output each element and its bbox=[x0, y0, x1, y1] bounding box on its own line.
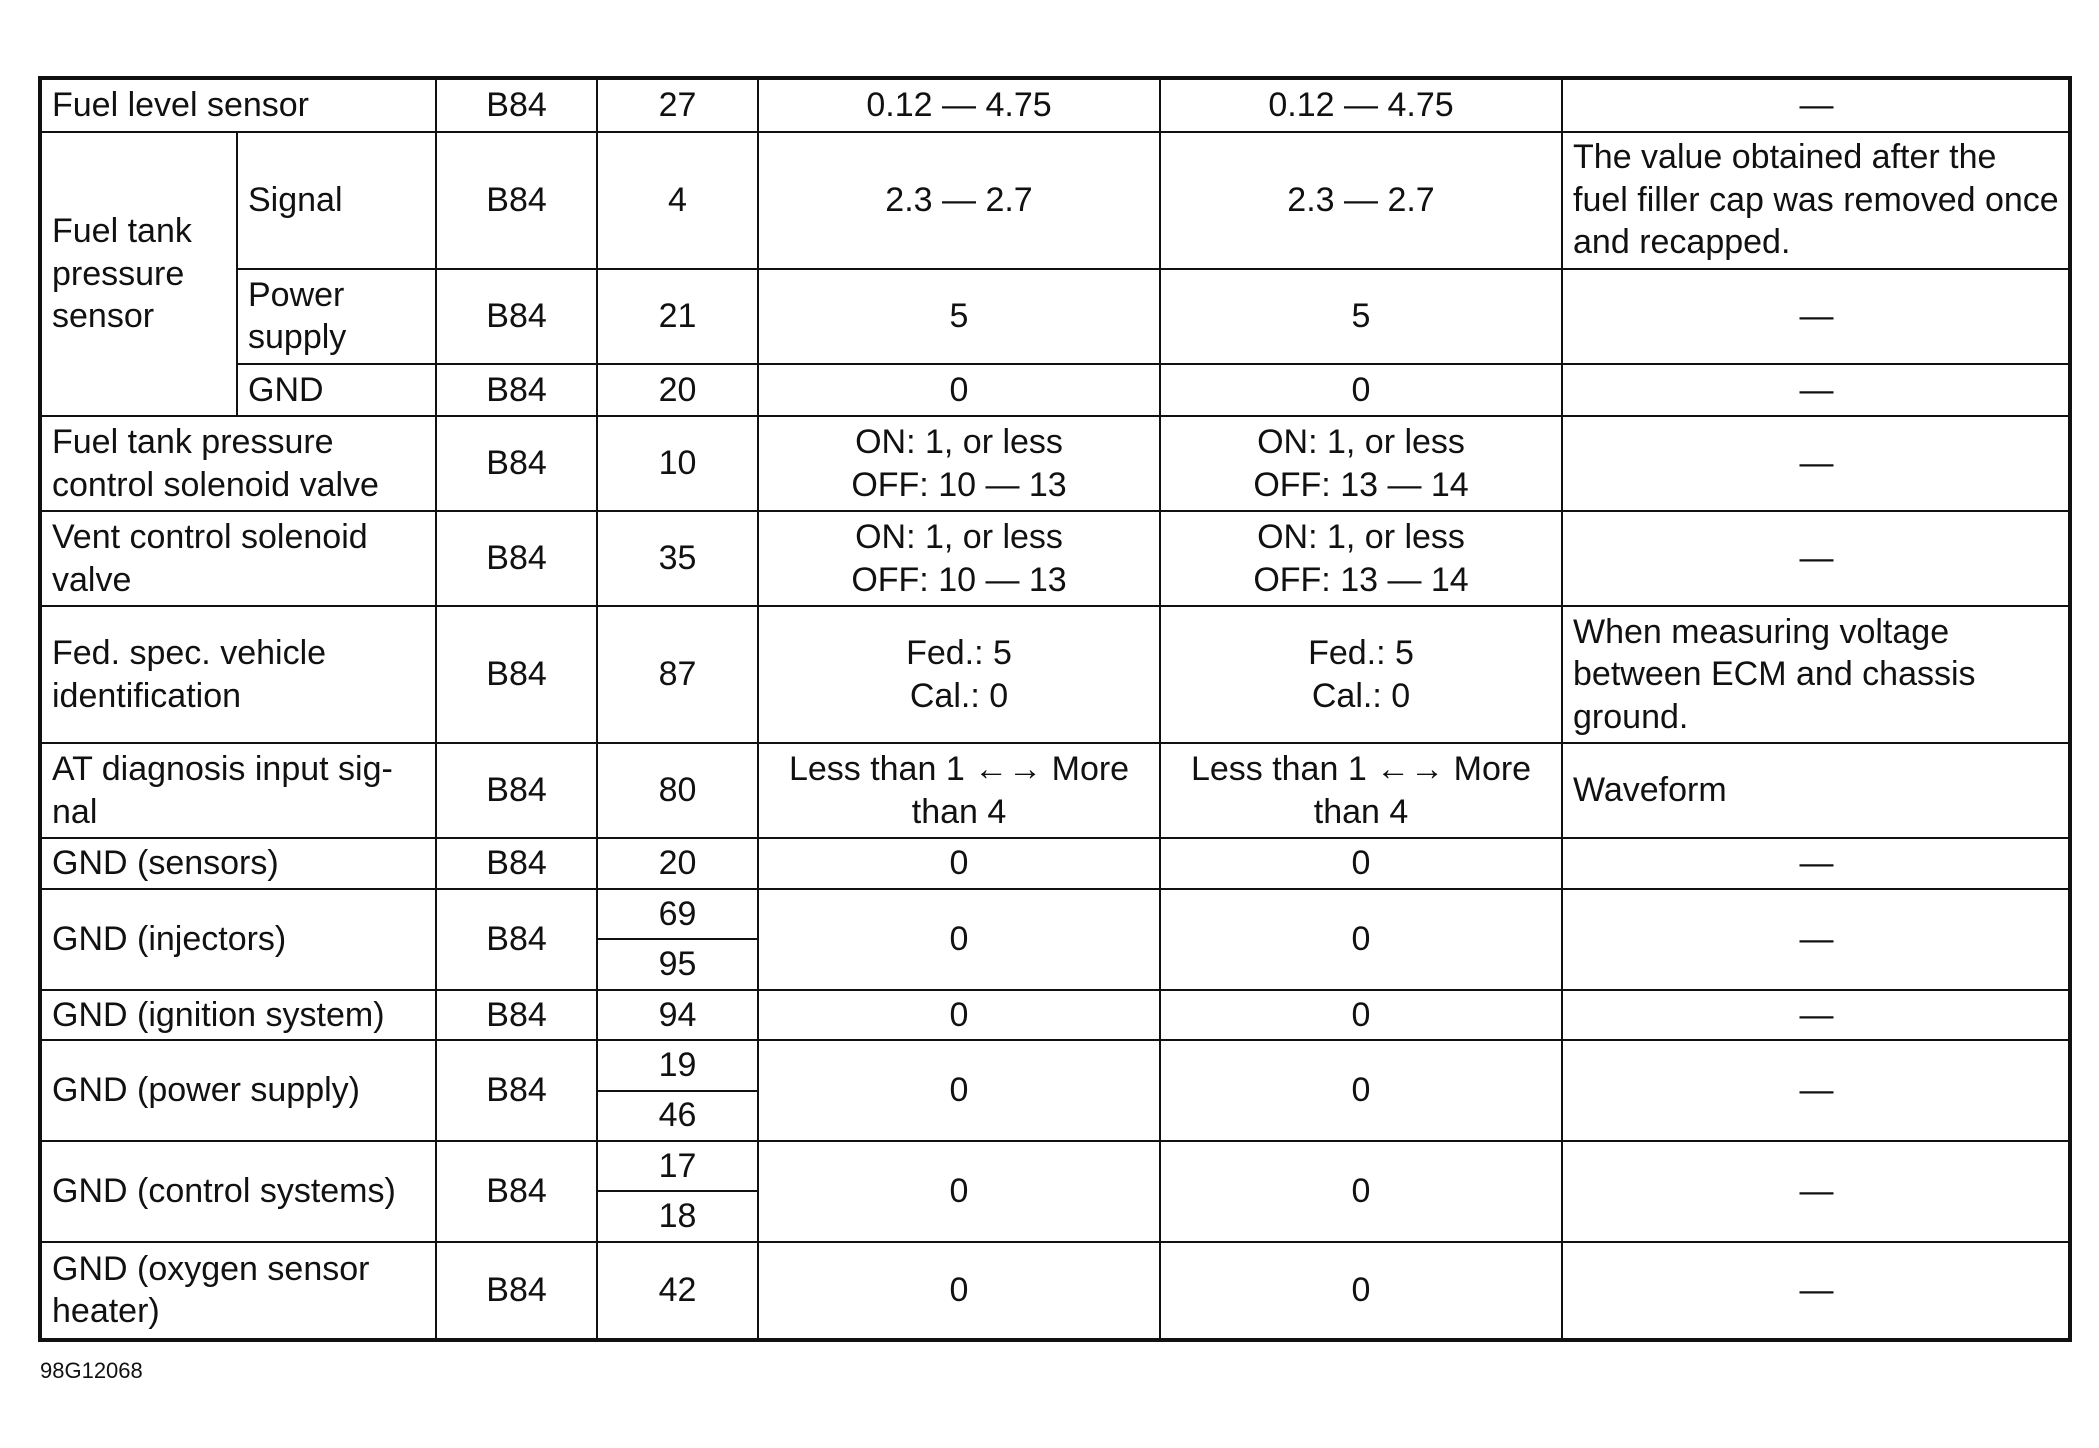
voltage-value: 5 bbox=[1160, 269, 1562, 364]
voltage-value bbox=[1160, 511, 1562, 606]
connector-no: B84 bbox=[436, 990, 597, 1040]
voltage-fed: Fed.: 5 bbox=[906, 634, 1012, 673]
connector-no: B84 bbox=[436, 743, 597, 838]
note: The value obtained after the fuel filler cap was removed once and recapped. bbox=[1562, 132, 2071, 269]
table-row bbox=[41, 1242, 2071, 1339]
voltage-off: OFF: 13 — 14 bbox=[1253, 560, 1469, 599]
terminal-no: 20 bbox=[597, 364, 758, 417]
item-name: Fed. spec. vehicle identification bbox=[41, 606, 436, 743]
voltage-value: Less than 1 ←→ More than 4 bbox=[758, 743, 1160, 838]
terminal-no: 20 bbox=[597, 838, 758, 888]
voltage-on: ON: 1, or less bbox=[855, 423, 1063, 462]
item-name: Vent control solenoid valve bbox=[41, 511, 436, 606]
note: — bbox=[1562, 889, 2071, 990]
table-row bbox=[41, 838, 2071, 888]
note: Waveform bbox=[1562, 743, 2071, 838]
table-row bbox=[41, 743, 2071, 838]
item-name: GND (sensors) bbox=[41, 838, 436, 888]
table-row bbox=[41, 1141, 2071, 1191]
voltage-value: 0 bbox=[758, 364, 1160, 417]
table-row bbox=[41, 990, 2071, 1040]
spec-table-container bbox=[40, 78, 2070, 1340]
item-name: GND (injectors) bbox=[41, 889, 436, 990]
terminal-no: 21 bbox=[597, 269, 758, 364]
ecm-terminal-spec-table bbox=[40, 78, 2072, 1340]
terminal-no: 18 bbox=[597, 1191, 758, 1241]
voltage-off: OFF: 10 — 13 bbox=[851, 560, 1067, 599]
voltage-value: 0 bbox=[1160, 364, 1562, 417]
voltage-off: OFF: 10 — 13 bbox=[851, 465, 1067, 504]
terminal-no: 4 bbox=[597, 132, 758, 269]
voltage-value bbox=[1160, 606, 1562, 743]
terminal-no: 27 bbox=[597, 79, 758, 132]
voltage-value: 5 bbox=[758, 269, 1160, 364]
voltage-cal: Cal.: 0 bbox=[1311, 676, 1411, 715]
note: — bbox=[1562, 1242, 2071, 1339]
table-row bbox=[41, 79, 2071, 132]
connector-no: B84 bbox=[436, 1040, 597, 1141]
figure-code: 98G12068 bbox=[40, 1358, 143, 1383]
connector-no: B84 bbox=[436, 606, 597, 743]
item-name: AT diagnosis input sig-nal bbox=[41, 743, 436, 838]
voltage-off: OFF: 13 — 14 bbox=[1253, 465, 1469, 504]
voltage-value: 0 bbox=[758, 889, 1160, 990]
connector-no: B84 bbox=[436, 1242, 597, 1339]
voltage-value: 0 bbox=[1160, 990, 1562, 1040]
note: — bbox=[1562, 416, 2071, 511]
voltage-value: 0 bbox=[758, 838, 1160, 888]
note: — bbox=[1562, 990, 2071, 1040]
connector-no: B84 bbox=[436, 132, 597, 269]
connector-no: B84 bbox=[436, 364, 597, 417]
voltage-value: 0 bbox=[1160, 1242, 1562, 1339]
terminal-no: 80 bbox=[597, 743, 758, 838]
terminal-no: 69 bbox=[597, 889, 758, 939]
voltage-value: 0 bbox=[758, 990, 1160, 1040]
item-name: GND (control systems) bbox=[41, 1141, 436, 1242]
item-name: GND (oxygen sensor heater) bbox=[41, 1242, 436, 1339]
table-row bbox=[41, 889, 2071, 939]
note: — bbox=[1562, 79, 2071, 132]
note: — bbox=[1562, 269, 2071, 364]
terminal-no: 35 bbox=[597, 511, 758, 606]
connector-no: B84 bbox=[436, 511, 597, 606]
group-name: Fuel tank pressure sensor bbox=[41, 132, 237, 417]
connector-no: B84 bbox=[436, 269, 597, 364]
connector-no: B84 bbox=[436, 838, 597, 888]
sub-item-name: GND bbox=[237, 364, 436, 417]
table-row bbox=[41, 606, 2071, 743]
voltage-value: 0.12 — 4.75 bbox=[758, 79, 1160, 132]
item-name: Fuel tank pressure control solenoid valve bbox=[41, 416, 436, 511]
terminal-no: 10 bbox=[597, 416, 758, 511]
terminal-no: 95 bbox=[597, 939, 758, 989]
table-row bbox=[41, 1040, 2071, 1090]
terminal-no: 17 bbox=[597, 1141, 758, 1191]
table-row bbox=[41, 511, 2071, 606]
voltage-value: 0.12 — 4.75 bbox=[1160, 79, 1562, 132]
voltage-value bbox=[1160, 416, 1562, 511]
voltage-on: ON: 1, or less bbox=[1257, 518, 1465, 557]
terminal-no: 87 bbox=[597, 606, 758, 743]
voltage-value: 0 bbox=[1160, 838, 1562, 888]
voltage-fed: Fed.: 5 bbox=[1308, 634, 1414, 673]
terminal-no: 94 bbox=[597, 990, 758, 1040]
voltage-value bbox=[758, 416, 1160, 511]
voltage-value bbox=[758, 511, 1160, 606]
terminal-no: 46 bbox=[597, 1091, 758, 1141]
item-name: GND (power supply) bbox=[41, 1040, 436, 1141]
terminal-no: 19 bbox=[597, 1040, 758, 1090]
connector-no: B84 bbox=[436, 79, 597, 132]
table-row bbox=[41, 364, 2071, 417]
table-row bbox=[41, 269, 2071, 364]
sub-item-name: Signal bbox=[237, 132, 436, 269]
voltage-cal: Cal.: 0 bbox=[909, 676, 1009, 715]
voltage-value: 2.3 — 2.7 bbox=[1160, 132, 1562, 269]
voltage-value: 0 bbox=[1160, 1040, 1562, 1141]
voltage-value: 0 bbox=[758, 1040, 1160, 1141]
note: — bbox=[1562, 1040, 2071, 1141]
voltage-value: 0 bbox=[1160, 889, 1562, 990]
voltage-value: Less than 1 ←→ More than 4 bbox=[1160, 743, 1562, 838]
note: — bbox=[1562, 364, 2071, 417]
item-name: Fuel level sensor bbox=[41, 79, 436, 132]
voltage-on: ON: 1, or less bbox=[855, 518, 1063, 557]
item-name: GND (ignition system) bbox=[41, 990, 436, 1040]
note: — bbox=[1562, 1141, 2071, 1242]
note: — bbox=[1562, 511, 2071, 606]
voltage-value: 0 bbox=[758, 1242, 1160, 1339]
connector-no: B84 bbox=[436, 889, 597, 990]
voltage-on: ON: 1, or less bbox=[1257, 423, 1465, 462]
sub-item-name: Power supply bbox=[237, 269, 436, 364]
note: When measuring voltage between ECM and chassis ground. bbox=[1562, 606, 2071, 743]
voltage-value bbox=[758, 606, 1160, 743]
connector-no: B84 bbox=[436, 1141, 597, 1242]
table-row bbox=[41, 132, 2071, 269]
connector-no: B84 bbox=[436, 416, 597, 511]
voltage-value: 0 bbox=[1160, 1141, 1562, 1242]
voltage-value: 0 bbox=[758, 1141, 1160, 1242]
note: — bbox=[1562, 838, 2071, 888]
table-row bbox=[41, 416, 2071, 511]
terminal-no: 42 bbox=[597, 1242, 758, 1339]
voltage-value: 2.3 — 2.7 bbox=[758, 132, 1160, 269]
